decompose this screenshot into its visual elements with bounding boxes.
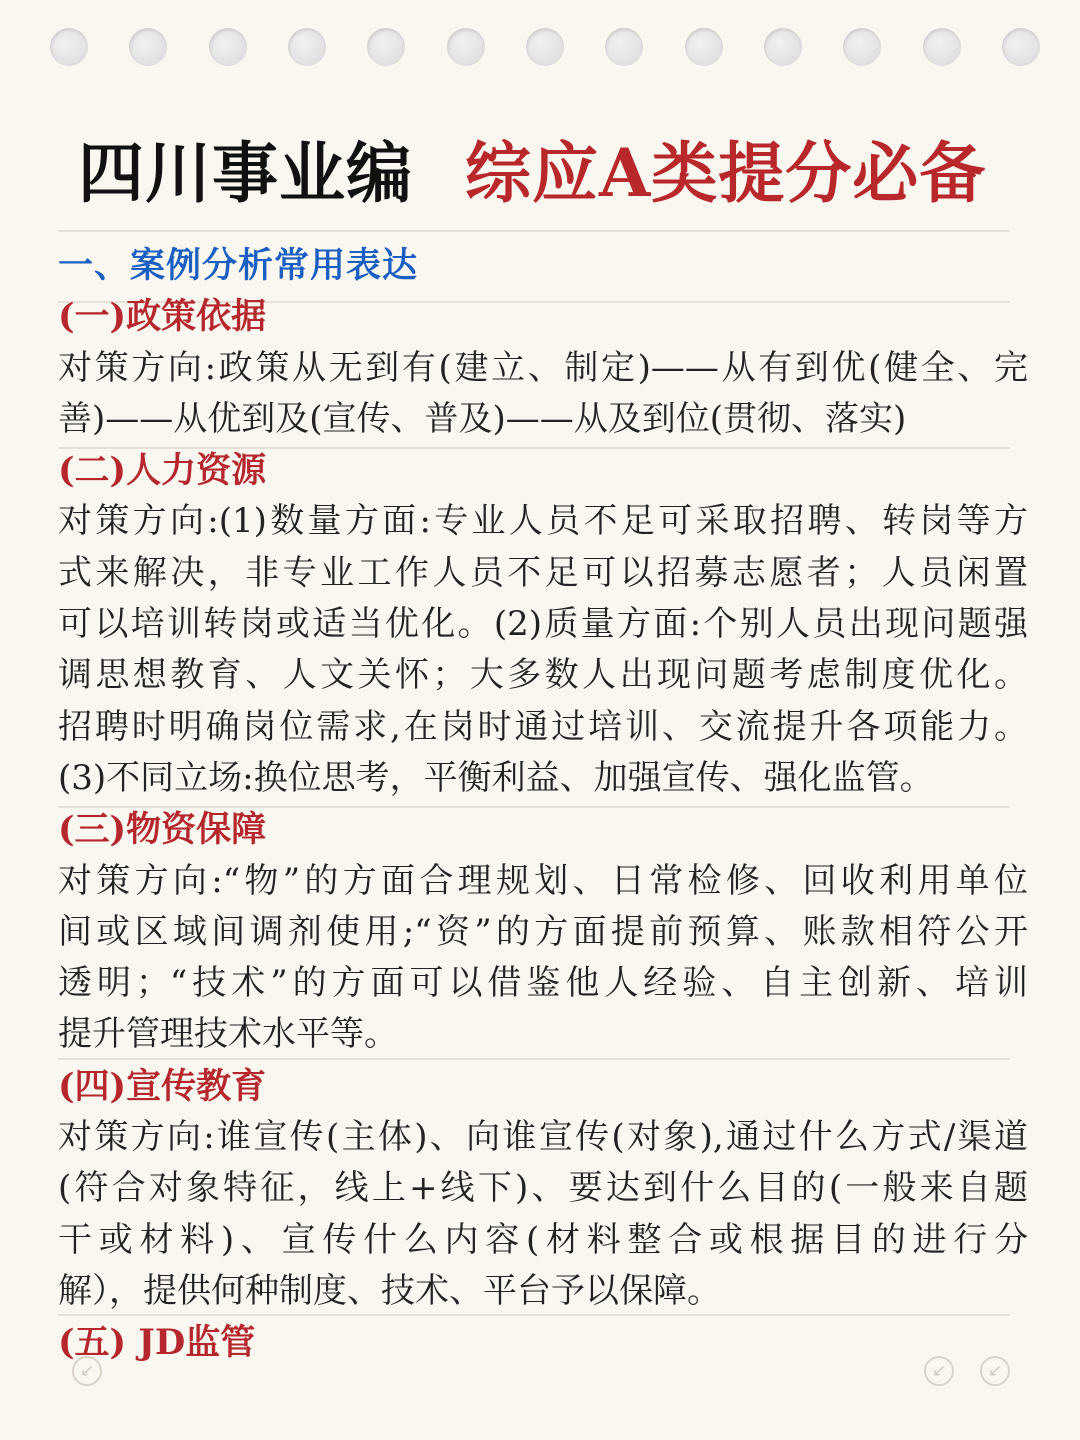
body-line: 善)——从优到及(宣传、普及)——从及到位(贯彻、落实) [58, 398, 907, 439]
article-body [58, 240, 1028, 1369]
subsection-heading-supervision: (五) JD监管 [58, 1322, 256, 1364]
body-line: 对策方向:“物”的方面合理规划、日常检修、回收利用单位 [58, 860, 1028, 901]
ruled-line [58, 230, 1010, 232]
body-line: 可以培训转岗或适当优化。(2)质量方面:个别人员出现问题强 [58, 604, 1028, 645]
binder-hole-icon [1002, 28, 1040, 66]
binder-holes [50, 28, 1040, 68]
binder-hole-icon [605, 28, 643, 66]
title-highlight: 综应A类提分必备 [465, 134, 987, 212]
body-line: 间或区域间调剂使用;“资”的方面提前预算、账款相符公开 [58, 911, 1028, 952]
arrow-circle-icon: ↙ [72, 1356, 102, 1386]
subsection-heading-hr: (二)人力资源 [58, 450, 267, 492]
subsection-heading-materials: (三)物资保障 [58, 809, 267, 851]
binder-hole-icon [367, 28, 405, 66]
body-line: 对策方向:政策从无到有(建立、制定)——从有到优(健全、完 [58, 347, 1028, 388]
body-line: 招聘时明确岗位需求,在岗时通过培训、交流提升各项能力。 [58, 706, 1028, 747]
binder-hole-icon [50, 28, 88, 66]
binder-hole-icon [447, 28, 485, 66]
binder-hole-icon [685, 28, 723, 66]
subsection-heading-policy: (一)政策依据 [58, 296, 267, 338]
binder-hole-icon [764, 28, 802, 66]
binder-hole-icon [129, 28, 167, 66]
binder-hole-icon [843, 28, 881, 66]
body-line: 提升管理技术水平等。 [58, 1014, 398, 1055]
body-line: 对策方向:(1)数量方面:专业人员不足可采取招聘、转岗等方 [58, 501, 1028, 542]
binder-hole-icon [526, 28, 564, 66]
section-heading: 一、案例分析常用表达 [58, 245, 419, 286]
binder-hole-icon [288, 28, 326, 66]
binder-hole-icon [209, 28, 247, 66]
body-line: (3)不同立场:换位思考，平衡利益、加强宣传、强化监管。 [58, 757, 934, 798]
body-line: 对策方向:谁宣传(主体)、向谁宣传(对象),通过什么方式/渠道 [58, 1117, 1028, 1158]
title-main: 四川事业编 [78, 134, 413, 212]
subsection-heading-publicity: (四)宣传教育 [58, 1065, 267, 1107]
binder-hole-icon [923, 28, 961, 66]
body-line: 式来解决，非专业工作人员不足可以招募志愿者；人员闲置 [58, 552, 1028, 593]
body-line: 干或材料)、宣传什么内容(材料整合或根据目的进行分 [58, 1219, 1028, 1260]
body-line: (符合对象特征，线上+线下)、要达到什么目的(一般来自题 [58, 1168, 1028, 1209]
body-line: 解），提供何种制度、技术、平台予以保障。 [58, 1270, 721, 1311]
arrow-circle-icon: ↙ [924, 1356, 954, 1386]
arrow-circle-icon: ↙ [980, 1356, 1010, 1386]
body-line: 透明；“技术”的方面可以借鉴他人经验、自主创新、培训 [58, 963, 1028, 1004]
page-title [78, 128, 1038, 218]
body-line: 调思想教育、人文关怀；大多数人出现问题考虑制度优化。 [58, 655, 1028, 696]
